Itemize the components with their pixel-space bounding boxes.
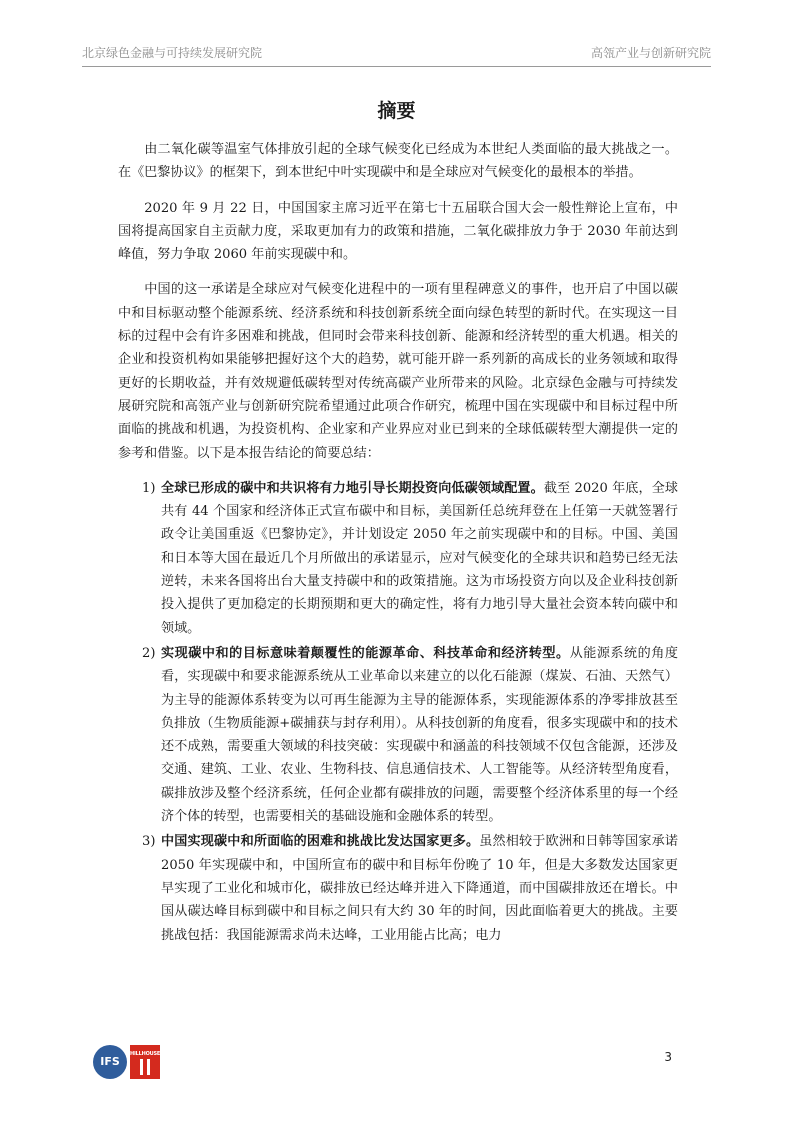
list-item-body: 从能源系统的角度看，实现碳中和要求能源系统从工业革命以来建立的以化石能源（煤炭、石油、天然气）为主导的能源体系转变为以可再生能源为主导的能源体系，实现能源体系的净零排放甚至负排放（生物质能源+碳捕获与封存利用）。从科技创新的角度看，很多实现碳中和的技术还不成熟，需要重大领域的科技突破：实现碳中和涵盖的科技领域不仅包含能源，还涉及交通、建筑、工业、农业、生物科技、信息通信技术、人工智能等。从经济转型角度看，碳排放涉及整个经济系统，任何企业都有碳排放的问题，需要整个经济体系里的每一个经济个体的转型，也需要相关的基础设施和金融体系的转型。 [161, 645, 679, 825]
list-item-number: 2) [142, 645, 156, 661]
page-header [82, 40, 711, 67]
list-item-number: 3) [142, 834, 156, 850]
list-item [118, 477, 678, 640]
list-item-body: 截至 2020 年底，全球共有 44 个国家和经济体正式宣布碳中和目标，美国新任总统拜登在上任第一天就签署行政令让美国重返《巴黎协定》，并计划设定 2050 年之前实现碳中和的目标。中国、美国和日本等大国在最近几个月所做出的承诺显示，应对气候变化的全球共识和趋势已经无法逆转，未来各国将出台大量支持碳中和的政策措施。这为市场投资方向以及企业科技创新投入提供了更加稳定的长期预期和更大的确定性，将有力地引导大量社会资本转向碳中和领域。 [161, 480, 678, 636]
paragraph: 由二氧化碳等温室气体排放引起的全球气候变化已经成为本世纪人类面临的最大挑战之一。在《巴黎协议》的框架下，到本世纪中叶实现碳中和是全球应对气候变化的最根本的举措。 [118, 142, 678, 181]
page-number: 3 [664, 1050, 672, 1064]
main-content [118, 138, 678, 949]
page-title: 摘要 [377, 100, 416, 122]
list-item-heading: 实现碳中和的目标意味着颠覆性的能源革命、科技革命和经济转型。 [161, 645, 570, 661]
hillhouse-logo-text: HILLHOUSE [130, 1051, 161, 1057]
list-item [118, 642, 678, 828]
paragraph: 中国的这一承诺是全球应对气候变化进程中的一项有里程碑意义的事件，也开启了中国以碳中和目标驱动整个能源系统、经济系统和科技创新系统全面向绿色转型的新时代。在实现这一目标的过程中会有许多困难和挑战，但同时会带来科技创新、能源和经济转型的重大机遇。相关的企业和投资机构如果能够把握好这个大的趋势，就可能开辟一系列新的高成长的业务领域和取得更好的长期收益，并有效规避低碳转型对传统高碳产业所带来的风险。北京绿色金融与可持续发展研究院和高瓴产业与创新研究院希望通过此项合作研究，梳理中国在实现碳中和目标过程中所面临的挑战和机遇，为投资机构、企业家和产业界应对业已到来的全球低碳转型大潮提供一定的参考和借鉴。以下是本报告结论的简要总结： [118, 282, 678, 461]
list-item [118, 830, 678, 946]
list-item-heading: 全球已形成的碳中和共识将有力地引导长期投资向低碳领域配置。 [161, 480, 544, 496]
list-item-number: 1) [142, 480, 156, 496]
conclusion-list [118, 477, 678, 947]
hillhouse-logo-mark [140, 1059, 150, 1075]
list-item-body: 虽然相较于欧洲和日韩等国家承诺 2050 年实现碳中和，中国所宣布的碳中和目标年份晚了 10 年，但是大多数发达国家更早实现了工业化和城市化，碳排放已经达峰并进入下降通道，而中国碳排放还在增长。中国从碳达峰目标到碳中和目标之间只有大约 30 年的时间，因此面临着更大的挑战。主要挑战包括：我国能源需求尚未达峰，工业用能占比高；电力 [161, 834, 679, 943]
paragraph: 2020 年 9 月 22 日，中国国家主席习近平在第七十五届联合国大会一般性辩论上宣布，中国将提高国家自主贡献力度，采取更加有力的政策和措施，二氧化碳排放力争于 2030 年前达到峰值，努力争取 2060 年前实现碳中和。 [118, 200, 678, 263]
ifs-logo: IFS [93, 1045, 127, 1079]
header-left-org: 北京绿色金融与可持续发展研究院 [82, 46, 263, 60]
footer-logos [93, 1045, 173, 1079]
header-right-org: 高瓴产业与创新研究院 [590, 46, 711, 60]
list-item-heading: 中国实现碳中和所面临的困难和挑战比发达国家更多。 [161, 834, 480, 850]
hillhouse-logo [130, 1045, 160, 1079]
